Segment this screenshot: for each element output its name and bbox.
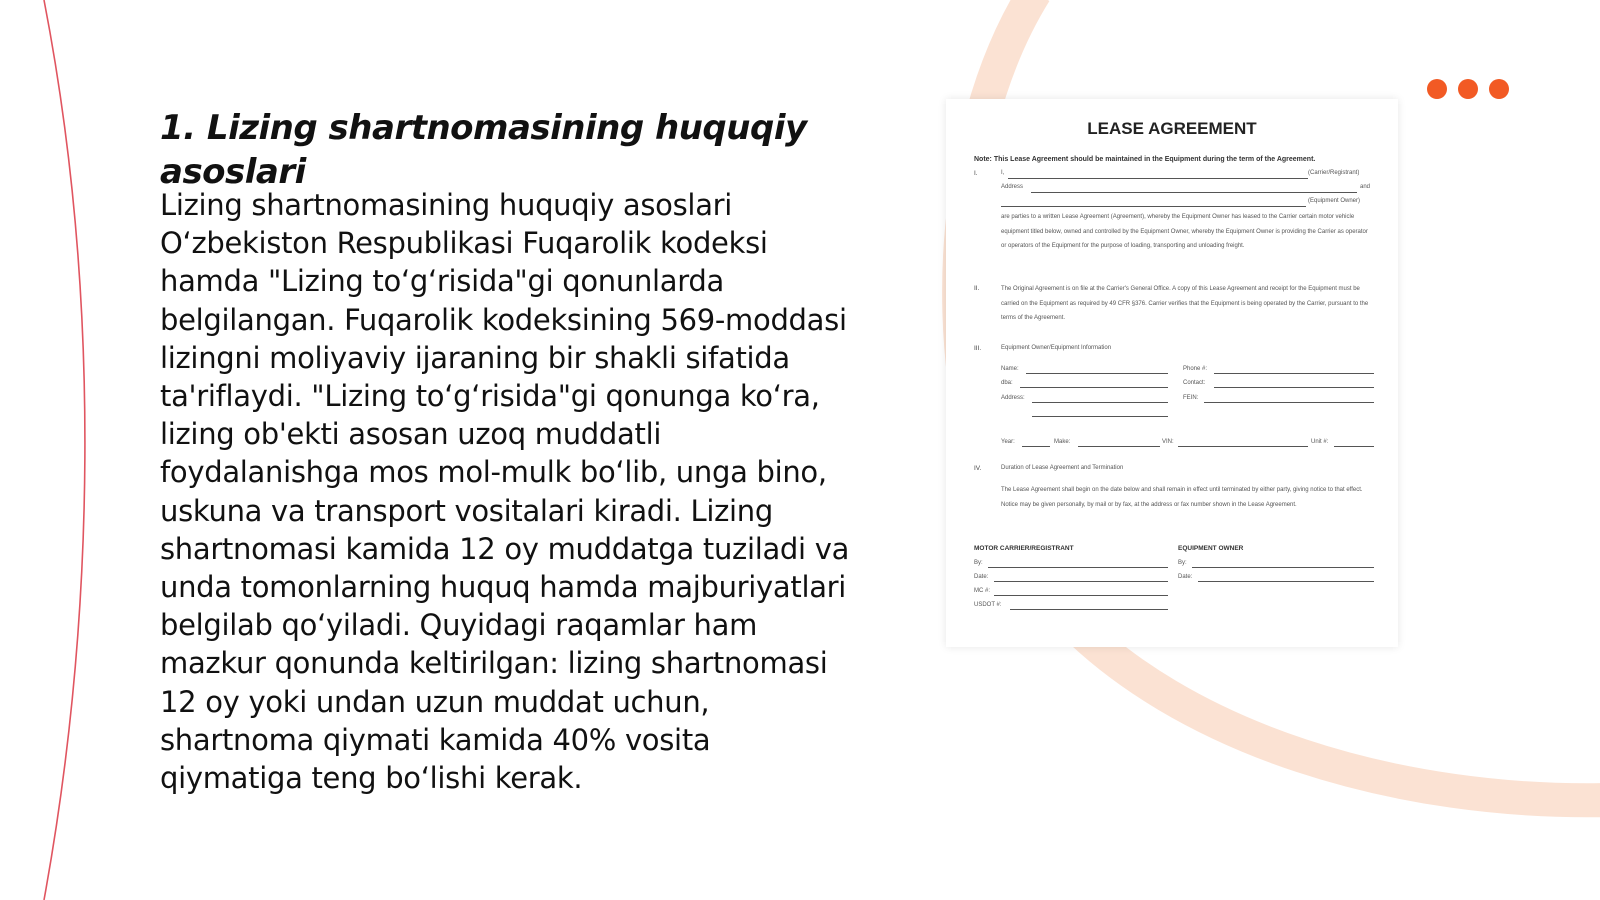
doc-section-3-title: Equipment Owner/Equipment Information (1001, 345, 1112, 351)
doc-section-1-num: I. (974, 170, 978, 177)
doc-vin-label: VIN: (1162, 439, 1174, 445)
doc-owner-by-label: By: (1178, 560, 1187, 566)
doc-fill-line (1026, 373, 1168, 374)
decorative-red-curve-line (44, 0, 85, 900)
doc-section-4-text: The Lease Agreement shall begin on the date below and shall remain in effect until terminated by either party, giving notice to that effect. Notice may be given personally, by mail or by fax, at the address or fax number shown in the Lease Agreement. (1001, 487, 1363, 508)
doc-dba-label: dba: (1001, 380, 1013, 386)
doc-year-label: Year: (1001, 439, 1015, 445)
doc-fill-line (1178, 446, 1308, 447)
doc-section-2-text: The Original Agreement is on file at the Carrier's General Office. A copy of this Lease Agreement and receipt for the Equipment must be carried on the Equipment as required by 49 CFR §376. Carrier verifies that the Equipment is being operated by the Carrier, pursuant to the terms of the Agreement. (1001, 286, 1369, 322)
doc-section-3-num: III. (974, 345, 982, 352)
doc-fill-line (1031, 192, 1357, 193)
doc-fill-line (988, 567, 1168, 568)
orange-dot-1 (1427, 79, 1447, 99)
orange-dot-2 (1458, 79, 1478, 99)
doc-fill-line (1001, 206, 1306, 207)
doc-section-4-title: Duration of Lease Agreement and Termination (1001, 465, 1124, 471)
doc-carrier-label: (Carrier/Registrant) (1308, 170, 1360, 176)
doc-section-4-num: IV. (974, 465, 982, 472)
doc-fill-line (1198, 581, 1374, 582)
doc-fill-line (1020, 387, 1168, 388)
doc-owner-label: (Equipment Owner) (1308, 198, 1361, 204)
doc-contact-label: Contact: (1183, 380, 1206, 386)
doc-mc-label: MC #: (974, 588, 991, 594)
doc-owner-heading: EQUIPMENT OWNER (1178, 545, 1244, 552)
slide-heading: 1. Lizing shartnomasining huquqiy asoslari (160, 108, 807, 192)
doc-fein-label: FEIN: (1183, 395, 1199, 401)
doc-fill-line (994, 595, 1168, 596)
doc-make-label: Make: (1054, 439, 1071, 445)
doc-fill-line (1334, 446, 1374, 447)
doc-fill-line (1022, 446, 1050, 447)
doc-fill-line (1214, 387, 1374, 388)
doc-address-label: Address (1001, 184, 1024, 190)
decorative-dots (1427, 79, 1509, 99)
doc-by-label: By: (974, 560, 983, 566)
doc-fill-line (1032, 416, 1168, 417)
doc-fill-line (1214, 373, 1374, 374)
doc-unit-label: Unit #: (1311, 439, 1329, 445)
doc-date-label: Date: (974, 574, 989, 580)
doc-address3-label: Address: (1001, 395, 1025, 401)
doc-section-2-num: II. (974, 285, 980, 292)
doc-title: LEASE AGREEMENT (1087, 119, 1257, 138)
doc-fill-line (1078, 446, 1160, 447)
lease-agreement-image (946, 99, 1398, 647)
doc-fill-line (1010, 609, 1168, 610)
doc-fill-line (1192, 567, 1374, 568)
doc-fill-line (1204, 402, 1374, 403)
doc-owner-date-label: Date: (1178, 574, 1193, 580)
doc-fill-line (1032, 402, 1168, 403)
doc-usdot-label: USDOT #: (974, 602, 1002, 608)
doc-note: Note: This Lease Agreement should be maintained in the Equipment during the term of the Agreement. (974, 156, 1316, 163)
doc-fill-line (994, 581, 1168, 582)
doc-prefix-label: I, (1001, 170, 1005, 176)
orange-dot-3 (1489, 79, 1509, 99)
doc-phone-label: Phone #: (1183, 366, 1208, 372)
doc-section-1-text: are parties to a written Lease Agreement (Agreement), whereby the Equipment Owner has leased to the Carrier certain motor vehicle equipment titled below, owned and controlled by the Equipment Owner, whereby the Equipment Owner is providing the Carrier as operator or operators of the Equipment for the purpose of loading, transporting and unloading freight. (1001, 214, 1368, 250)
doc-and-label: and (1360, 184, 1371, 190)
doc-name-label: Name: (1001, 366, 1019, 372)
slide-body-text: Lizing shartnomasining huquqiy asoslari O‘zbekiston Respublikasi Fuqarolik kodeksi hamda "Lizing to‘g‘risida"gi qonunlarda belgilangan. Fuqarolik kodeksining 569-moddasi lizingni moliyaviy ijaraning bir shakli sifatida ta'riflaydi. "Lizing to‘g‘risida"gi qonunga ko‘ra, lizing ob'ekti asosan uzoq muddatli foydalanishga mos mol-mulk bo‘lib, unga bino, uskuna va transport vositalari kiradi. Lizing shartnomasi kamida 12 oy muddatga tuziladi va unda tomonlarning huquq hamda majburiyatlari belgilab qo‘yiladi. Quyidagi raqamlar ham mazkur qonunda keltirilgan: lizing shartnomasi 12 oy yoki undan uzun muddat uchun, shartnoma qiymati kamida 40% vosita qiymatiga teng bo‘lishi kerak. (160, 188, 850, 796)
doc-fill-line (1008, 178, 1308, 179)
doc-carrier-heading: MOTOR CARRIER/REGISTRANT (974, 545, 1074, 552)
